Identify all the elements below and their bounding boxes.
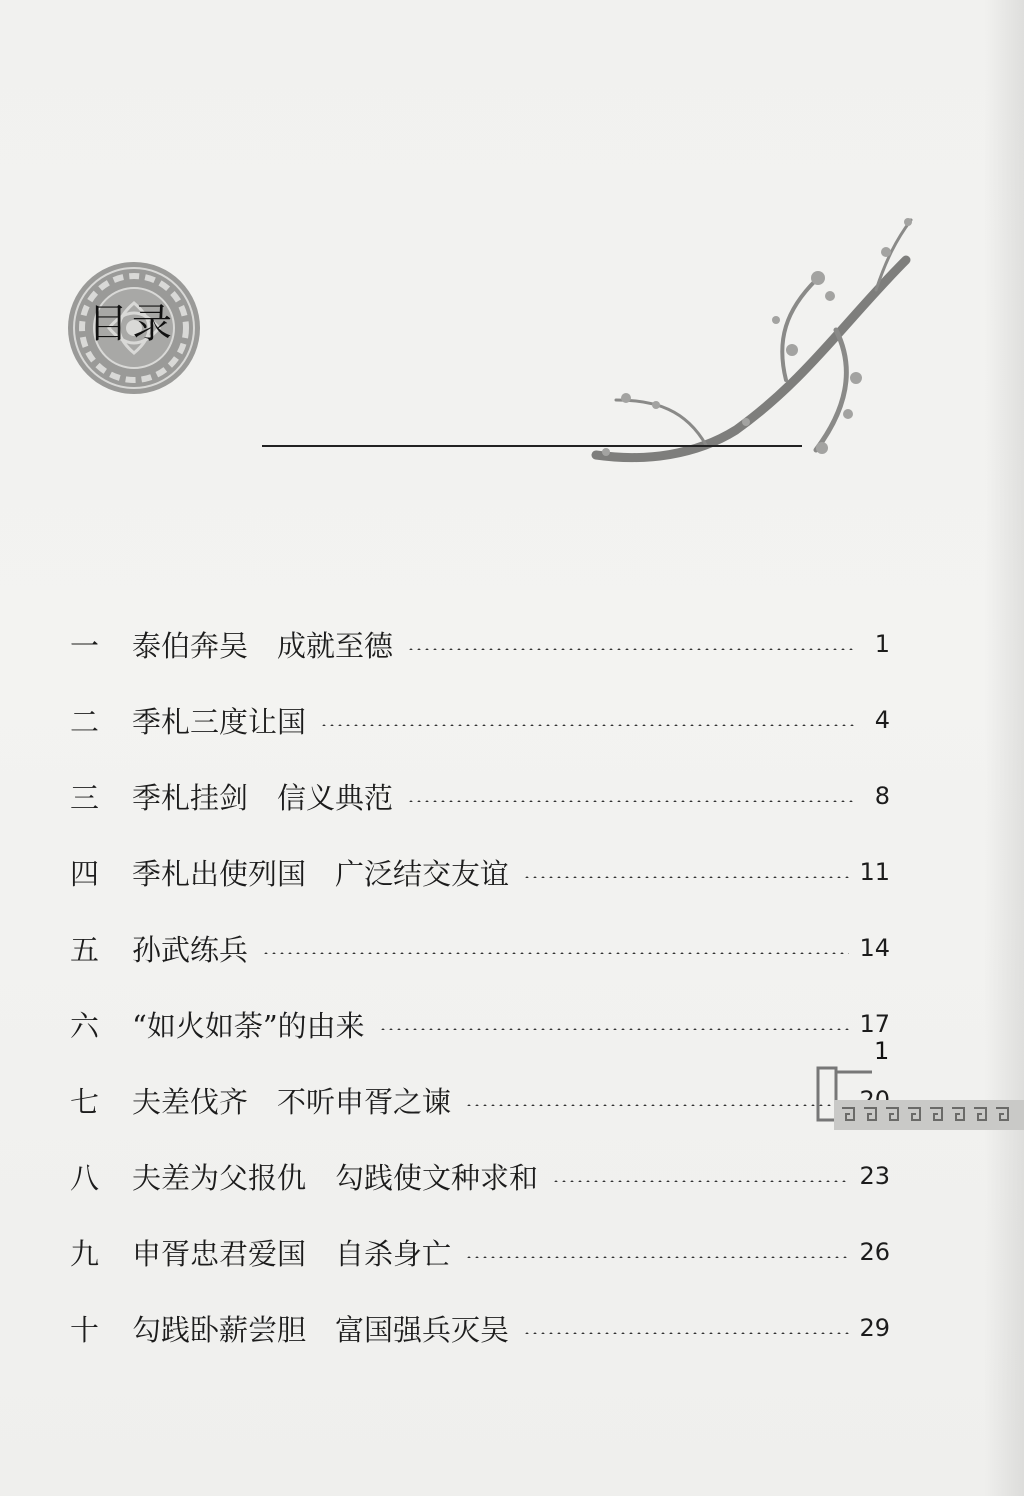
toc-entry-title: 勾践卧薪尝胆 富国强兵灭吴 — [132, 1312, 510, 1347]
toc-entry-number: 四 — [70, 856, 100, 891]
spine-shadow — [984, 0, 1024, 1496]
toc-entry-page: 26 — [859, 1238, 890, 1266]
toc-entry-title: “如火如荼”的由来 — [132, 1008, 365, 1043]
toc-entry-page: 11 — [859, 858, 890, 886]
toc-entry-number: 一 — [70, 628, 100, 663]
toc-entry-page: 23 — [859, 1162, 890, 1190]
toc-entry-title: 季札出使列国 广泛结交友谊 — [132, 856, 510, 891]
toc-entry-number: 八 — [70, 1160, 100, 1195]
toc-entry-page: 29 — [859, 1314, 890, 1342]
toc-leader-dots — [465, 1104, 849, 1106]
toc-entry-number: 七 — [70, 1084, 100, 1119]
toc-leader-dots — [407, 800, 856, 802]
toc-entry-title: 季札三度让国 — [132, 704, 307, 739]
toc-leader-dots — [407, 648, 856, 650]
toc-entry-title: 申胥忠君爱国 自杀身亡 — [132, 1236, 452, 1271]
toc-entry[interactable] — [70, 606, 890, 682]
toc-entry-number: 五 — [70, 932, 100, 967]
toc-entry-number: 三 — [70, 780, 100, 815]
toc-entry-page: 14 — [859, 934, 890, 962]
toc-leader-dots — [552, 1180, 849, 1182]
toc-entry[interactable] — [70, 910, 890, 986]
toc-entry[interactable] — [70, 834, 890, 910]
toc-entry[interactable] — [70, 1214, 890, 1290]
toc-leader-dots — [262, 952, 849, 954]
toc-entry-page: 1 — [874, 630, 890, 658]
page-title: 目录 — [88, 301, 176, 347]
toc-entry-number: 二 — [70, 704, 100, 739]
toc-leader-dots — [465, 1256, 849, 1258]
toc-entry-page: 4 — [874, 706, 890, 734]
toc-entry-title: 孙武练兵 — [132, 932, 249, 967]
toc-leader-dots — [523, 876, 849, 878]
fret-border-decoration-icon — [812, 1064, 1024, 1134]
toc-entry-page: 8 — [874, 782, 890, 810]
toc-entry-number: 九 — [70, 1236, 100, 1271]
toc-entry[interactable] — [70, 1138, 890, 1214]
toc-leader-dots — [379, 1028, 850, 1030]
toc-entry[interactable] — [70, 1062, 890, 1138]
toc-entry[interactable] — [70, 682, 890, 758]
toc-entry[interactable] — [70, 1290, 890, 1366]
toc-entry-title: 夫差伐齐 不听申胥之谏 — [132, 1084, 452, 1119]
toc-entry-title: 季札挂剑 信义典范 — [132, 780, 394, 815]
toc-leader-dots — [523, 1332, 849, 1334]
heading-rule — [262, 445, 802, 447]
toc-entry[interactable] — [70, 758, 890, 834]
toc-entry-title: 泰伯奔吴 成就至德 — [132, 628, 394, 663]
toc-entry[interactable] — [70, 986, 890, 1062]
table-of-contents — [70, 606, 890, 1366]
toc-leader-dots — [320, 724, 856, 726]
page-number: 1 — [874, 1037, 890, 1065]
toc-entry-number: 十 — [70, 1312, 100, 1347]
toc-entry-title: 夫差为父报仇 勾践使文种求和 — [132, 1160, 539, 1195]
toc-entry-page: 17 — [859, 1010, 890, 1038]
toc-entry-number: 六 — [70, 1008, 100, 1043]
